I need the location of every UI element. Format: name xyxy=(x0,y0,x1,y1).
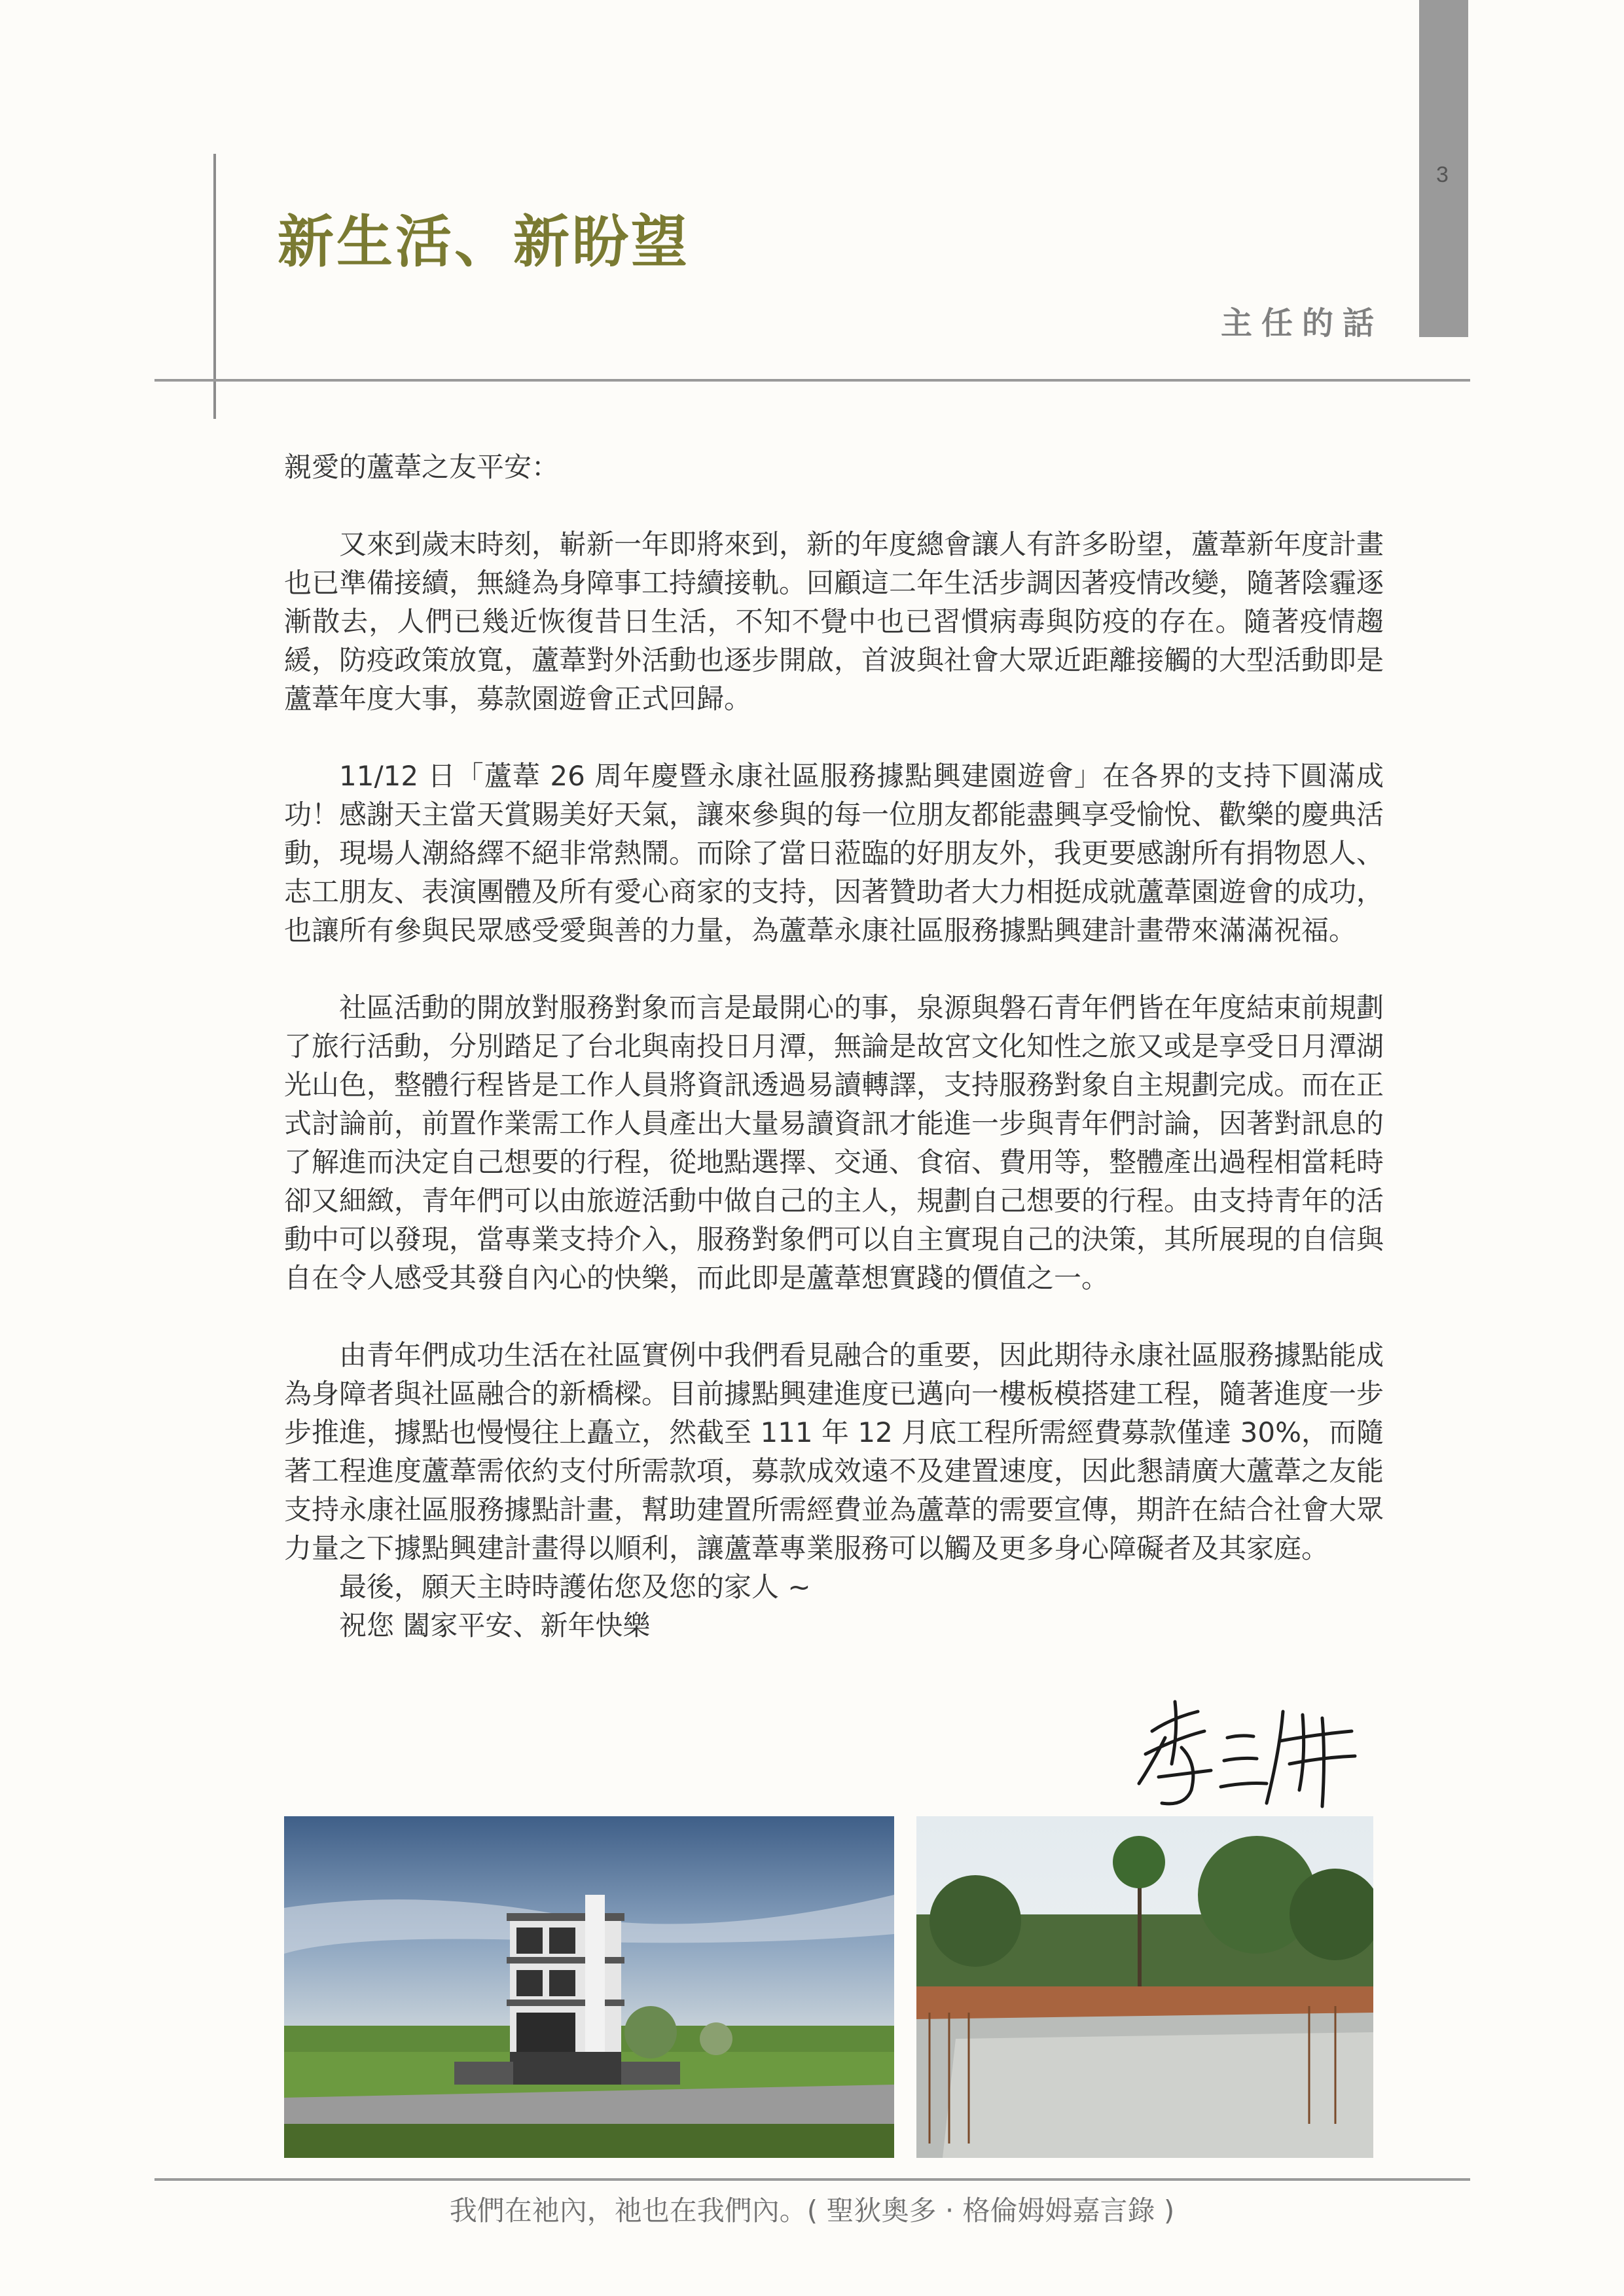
handwritten-signature xyxy=(1126,1692,1375,1816)
letter-closing-blessing: 最後，願天主時時護佑您及您的家人 ~ xyxy=(339,1571,811,1603)
letter-greeting: 親愛的蘆葦之友平安： xyxy=(284,451,560,483)
building-rendering-photo xyxy=(284,1816,894,2158)
letter-body xyxy=(284,448,1384,1645)
section-label: 主任的話 xyxy=(1220,305,1383,342)
letter-paragraph-3: 社區活動的開放對服務對象而言是最開心的事，泉源與磐石青年們皆在年度結束前規劃了旅行活動，分別踏足了台北與南投日月潭，無論是故宮文化知性之旅又或是享受日月潭湖光山色，整體行程皆是工作人員將資訊透過易讀轉譯，支持服務對象自主規劃完成。而在正式討論前，前置作業需工作人員產出大量易讀資訊才能進一步與青年們討論，因著對訊息的了解進而決定自己想要的行程，從地點選擇、交通、食宿、費用等，整體產出過程相當耗時卻又細緻，青年們可以由旅遊活動中做自己的主人，規劃自己想要的行程。由支持青年的活動中可以發現，當專業支持介入，服務對象們可以自主實現自己的決策，其所展現的自信與自在令人感受其發自內心的快樂，而此即是蘆葦想實踐的價值之一。 xyxy=(284,992,1384,1294)
letter-paragraph-1: 又來到歲末時刻，嶄新一年即將來到，新的年度總會讓人有許多盼望，蘆葦新年度計畫也已準備接續，無縫為身障事工持續接軌。回顧這二年生活步調因著疫情改變，隨著陰霾逐漸散去，人們已幾近恢復昔日生活，不知不覺中也已習慣病毒與防疫的存在。隨著疫情趨緩，防疫政策放寬，蘆葦對外活動也逐步開啟，首波與社會大眾近距離接觸的大型活動即是蘆葦年度大事，募款園遊會正式回歸。 xyxy=(284,528,1384,715)
page-number: 3 xyxy=(1436,162,1449,187)
construction-site-photo xyxy=(916,1816,1373,2158)
page-title: 新生活、新盼望 xyxy=(278,209,690,275)
letter-closing-wish: 祝您 闔家平安、新年快樂 xyxy=(339,1609,651,1641)
letter-paragraph-2: 11/12 日「蘆葦 26 周年慶暨永康社區服務據點興建園遊會」在各界的支持下圓滿成功！感謝天主當天賞賜美好天氣，讓來參與的每一位朋友都能盡興享受愉悅、歡樂的慶典活動，現場人潮絡繹不絕非常熱鬧。而除了當日蒞臨的好朋友外，我更要感謝所有捐物恩人、志工朋友、表演團體及所有愛心商家的支持，因著贊助者大力相挺成就蘆葦園遊會的成功，也讓所有參與民眾感受愛與善的力量，為蘆葦永康社區服務據點興建計畫帶來滿滿祝福。 xyxy=(284,760,1384,946)
header-horizontal-rule xyxy=(154,379,1470,382)
footer-rule xyxy=(154,2178,1470,2181)
letter-paragraph-4: 由青年們成功生活在社區實例中我們看見融合的重要，因此期待永康社區服務據點能成為身障者與社區融合的新橋樑。目前據點興建進度已邁向一樓板模搭建工程，隨著進度一步步推進，據點也慢慢往上矗立，然截至 111 年 12 月底工程所需經費募款僅達 30%，而隨著工程進度蘆葦需依約支付所需款項，募款成效遠不及建置速度，因此懇請廣大蘆葦之友能支持永康社區服務據點計畫，幫助建置所需經費並為蘆葦的需要宣傳，期許在結合社會大眾力量之下據點興建計畫得以順利，讓蘆葦專業服務可以觸及更多身心障礙者及其家庭。 xyxy=(284,1339,1384,1564)
footer-quote: 我們在祂內，祂也在我們內。( 聖狄奧多 ‧ 格倫姆姆嘉言錄 ) xyxy=(449,2195,1175,2227)
